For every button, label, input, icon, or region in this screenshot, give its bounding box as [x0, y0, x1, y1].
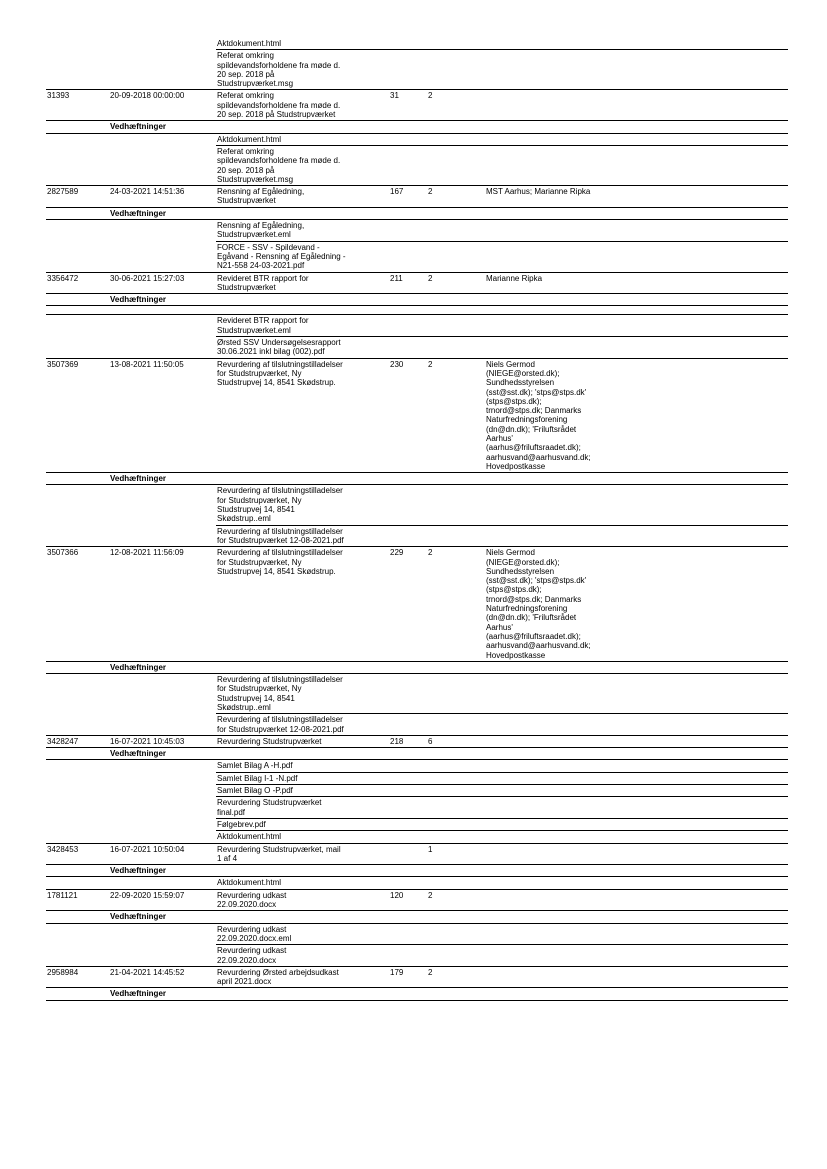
attachment-row — [46, 797, 788, 819]
empty-cell — [46, 674, 216, 714]
document-row — [46, 90, 788, 121]
document-title: Revurdering af tilslutningstilladelser for Studstrupværket, Ny Studstrupvej 14, 8541 Skødstrup. — [216, 358, 389, 473]
document-recipients — [485, 966, 788, 988]
empty-cell — [46, 525, 216, 547]
empty-cell — [46, 1000, 788, 1002]
document-row — [46, 272, 788, 294]
empty-cell — [46, 306, 788, 315]
document-id: 2958984 — [46, 966, 109, 988]
attachments-header-row — [46, 748, 788, 760]
document-number: 179 — [389, 966, 427, 988]
attachment-row — [46, 674, 788, 714]
empty-cell — [46, 865, 109, 877]
attachment-row — [46, 220, 788, 242]
document-number: 120 — [389, 889, 427, 911]
empty-cell — [46, 772, 216, 784]
document-number: 31 — [389, 90, 427, 121]
document-id: 3428453 — [46, 843, 109, 865]
empty-cell — [46, 220, 216, 242]
attachments-header-row — [46, 294, 788, 306]
document-recipients — [485, 843, 788, 865]
document-date: 21-04-2021 14:45:52 — [109, 966, 216, 988]
empty-cell — [46, 50, 216, 90]
document-row — [46, 966, 788, 988]
attachments-header-row — [46, 207, 788, 219]
attachment-filename: Revurdering af tilslutningstilladelser for Studstrupværket 12-08-2021.pdf — [216, 714, 788, 736]
attachment-row — [46, 50, 788, 90]
document-recipients — [485, 889, 788, 911]
document-id: 3507366 — [46, 547, 109, 662]
attachment-row — [46, 831, 788, 843]
attachment-filename: Revurdering af tilslutningstilladelser for Studstrupværket, Ny Studstrupvej 14, 8541 Skødstrup..eml — [217, 675, 343, 712]
attachment-row — [46, 714, 788, 736]
document-page-count: 6 — [427, 735, 485, 747]
document-title: Rensning af Egåledning, Studstrupværket — [216, 186, 389, 208]
document-page-count: 2 — [427, 966, 485, 988]
empty-cell — [46, 748, 109, 760]
attachments-label: Vedhæftninger — [109, 865, 788, 877]
attachment-row — [46, 877, 788, 889]
empty-cell — [46, 797, 216, 819]
attachments-header-row — [46, 473, 788, 485]
records-table — [46, 38, 788, 1002]
document-page-count: 1 — [427, 843, 485, 865]
empty-cell — [46, 38, 216, 50]
document-page — [46, 38, 788, 1002]
empty-cell — [46, 785, 216, 797]
attachment-row — [46, 923, 788, 945]
document-title: Referat omkring spildevandsforholdene fra møde d. 20 sep. 2018 på Studstrupværket — [216, 90, 389, 121]
empty-cell — [46, 133, 216, 145]
document-page-count: 2 — [427, 90, 485, 121]
attachment-filename: Aktdokument.html — [217, 134, 282, 144]
document-number: 211 — [389, 272, 427, 294]
document-page-count: 2 — [427, 186, 485, 208]
empty-cell — [46, 207, 109, 219]
attachment-row — [46, 315, 788, 337]
attachments-label: Vedhæftninger — [109, 207, 788, 219]
empty-cell — [46, 923, 216, 945]
attachments-label: Vedhæftninger — [109, 661, 788, 673]
attachment-filename: Samlet Bilag O -P.pdf — [216, 785, 788, 797]
empty-cell — [46, 121, 109, 133]
attachment-filename: Referat omkring spildevandsforholdene fra møde d. 20 sep. 2018 på Studstrupværket.msg — [216, 50, 788, 90]
document-row — [46, 843, 788, 865]
empty-cell — [46, 473, 109, 485]
empty-cell — [46, 337, 216, 359]
empty-cell — [46, 485, 216, 525]
attachments-header-row — [46, 661, 788, 673]
document-id: 31393 — [46, 90, 109, 121]
document-number — [389, 843, 427, 865]
document-number: 229 — [389, 547, 427, 662]
document-number: 167 — [389, 186, 427, 208]
attachments-label: Vedhæftninger — [109, 988, 788, 1000]
document-date: 22-09-2020 15:59:07 — [109, 889, 216, 911]
document-recipients — [485, 90, 788, 121]
attachment-row — [46, 145, 788, 185]
attachment-filename: Samlet Bilag I-1 -N.pdf — [216, 772, 788, 784]
attachment-filename: Revurdering af tilslutningstilladelser for Studstrupværket 12-08-2021.pdf — [216, 525, 788, 547]
document-row — [46, 889, 788, 911]
attachments-header-row — [46, 121, 788, 133]
attachment-filename: Rensning af Egåledning, Studstrupværket.eml — [217, 221, 305, 240]
document-id: 3507369 — [46, 358, 109, 473]
attachment-filename: Revurdering udkast 22.09.2020.docx.eml — [217, 924, 292, 943]
document-date: 12-08-2021 11:56:09 — [109, 547, 216, 662]
document-number: 230 — [389, 358, 427, 473]
document-recipients: MST Aarhus; Marianne Ripka — [485, 186, 788, 208]
document-date: 13-08-2021 11:50:05 — [109, 358, 216, 473]
attachment-filename: Revurdering af tilslutningstilladelser for Studstrupværket, Ny Studstrupvej 14, 8541 Skødstrup..eml — [217, 486, 343, 524]
document-title: Revurdering Studstrupværket, mail 1 af 4 — [216, 843, 389, 865]
empty-cell — [46, 714, 216, 736]
document-date: 16-07-2021 10:50:04 — [109, 843, 216, 865]
attachment-filename: Ørsted SSV Undersøgelsesrapport 30.06.2021 inkl bilag (002).pdf — [216, 337, 788, 359]
attachment-filename: Revurdering Studstrupværket final.pdf — [216, 797, 788, 819]
records-table-body — [46, 38, 788, 1002]
document-page-count: 2 — [427, 358, 485, 473]
spacer-row — [46, 306, 788, 315]
attachment-filename: Revurdering udkast 22.09.2020.docx — [216, 945, 788, 967]
document-date: 16-07-2021 10:45:03 — [109, 735, 216, 747]
attachment-filename: Aktdokument.html — [217, 39, 282, 48]
document-row — [46, 186, 788, 208]
document-page-count: 2 — [427, 889, 485, 911]
document-row — [46, 358, 788, 473]
document-recipients: Niels Germod (NIEGE@orsted.dk); Sundhedsstyrelsen (sst@sst.dk); 'stps@stps.dk' (stps@stps.dk); trnord@stps.dk; Danmarks Naturfredningsforening (dn@dn.dk); 'Friluftsrådet Aarhus' (aarhus@friluftsraadet.dk); aarhusvand@aarhusvand.dk; Hovedpostkasse — [485, 358, 788, 473]
table-end-rule — [46, 1000, 788, 1002]
document-date: 20-09-2018 00:00:00 — [109, 90, 216, 121]
document-title: Revurdering Studstrupværket — [216, 735, 389, 747]
document-title: Revurdering af tilslutningstilladelser for Studstrupværket, Ny Studstrupvej 14, 8541 Skødstrup. — [216, 547, 389, 662]
attachments-label: Vedhæftninger — [109, 473, 788, 485]
attachment-row — [46, 485, 788, 525]
document-row — [46, 547, 788, 662]
attachment-row — [46, 133, 788, 145]
attachments-label: Vedhæftninger — [109, 294, 788, 306]
empty-cell — [46, 831, 216, 843]
document-id: 3428247 — [46, 735, 109, 747]
attachments-label: Vedhæftninger — [109, 911, 788, 923]
empty-cell — [46, 911, 109, 923]
attachment-row — [46, 760, 788, 772]
attachment-filename: FORCE - SSV - Spildevand - Egåvand - Rensning af Egåledning - N21-558 24-03-2021.pdf — [216, 241, 788, 272]
attachment-row — [46, 525, 788, 547]
attachment-row — [46, 337, 788, 359]
document-title: Revurdering Ørsted arbejdsudkast april 2021.docx — [216, 966, 389, 988]
attachment-filename: Aktdokument.html — [217, 878, 282, 888]
empty-cell — [46, 818, 216, 830]
attachments-label: Vedhæftninger — [109, 748, 788, 760]
empty-cell — [46, 241, 216, 272]
empty-cell — [46, 294, 109, 306]
attachments-label: Vedhæftninger — [109, 121, 788, 133]
attachments-header-row — [46, 988, 788, 1000]
document-id: 2827589 — [46, 186, 109, 208]
document-date: 24-03-2021 14:51:36 — [109, 186, 216, 208]
document-date: 30-06-2021 15:27:03 — [109, 272, 216, 294]
attachment-row — [46, 241, 788, 272]
attachment-row — [46, 945, 788, 967]
empty-cell — [46, 945, 216, 967]
attachment-filename: Samlet Bilag A -H.pdf — [217, 761, 293, 771]
attachments-header-row — [46, 911, 788, 923]
document-recipients — [485, 735, 788, 747]
document-recipients: Niels Germod (NIEGE@orsted.dk); Sundhedsstyrelsen (sst@sst.dk); 'stps@stps.dk' (stps@stps.dk); trnord@stps.dk; Danmarks Naturfredningsforening (dn@dn.dk); 'Friluftsrådet Aarhus' (aarhus@friluftsraadet.dk); aarhusvand@aarhusvand.dk; Hovedpostkasse — [485, 547, 788, 662]
document-title: Revideret BTR rapport for Studstrupværket — [216, 272, 389, 294]
attachment-filename: Revideret BTR rapport for Studstrupværket.eml — [216, 315, 788, 337]
attachment-row — [46, 772, 788, 784]
empty-cell — [46, 661, 109, 673]
document-recipients: Marianne Ripka — [485, 272, 788, 294]
document-title: Revurdering udkast 22.09.2020.docx — [216, 889, 389, 911]
document-row — [46, 735, 788, 747]
attachments-header-row — [46, 865, 788, 877]
attachment-filename: Følgebrev.pdf — [216, 818, 788, 830]
empty-cell — [46, 760, 216, 772]
attachment-filename: Aktdokument.html — [216, 831, 788, 843]
document-number: 218 — [389, 735, 427, 747]
attachment-row — [46, 818, 788, 830]
empty-cell — [46, 315, 216, 337]
attachment-row — [46, 785, 788, 797]
document-page-count: 2 — [427, 272, 485, 294]
empty-cell — [46, 145, 216, 185]
empty-cell — [46, 877, 216, 889]
document-id: 3356472 — [46, 272, 109, 294]
attachment-filename: Referat omkring spildevandsforholdene fra møde d. 20 sep. 2018 på Studstrupværket.msg — [216, 145, 788, 185]
document-id: 1781121 — [46, 889, 109, 911]
empty-cell — [46, 988, 109, 1000]
document-page-count: 2 — [427, 547, 485, 662]
attachment-row — [46, 38, 788, 50]
